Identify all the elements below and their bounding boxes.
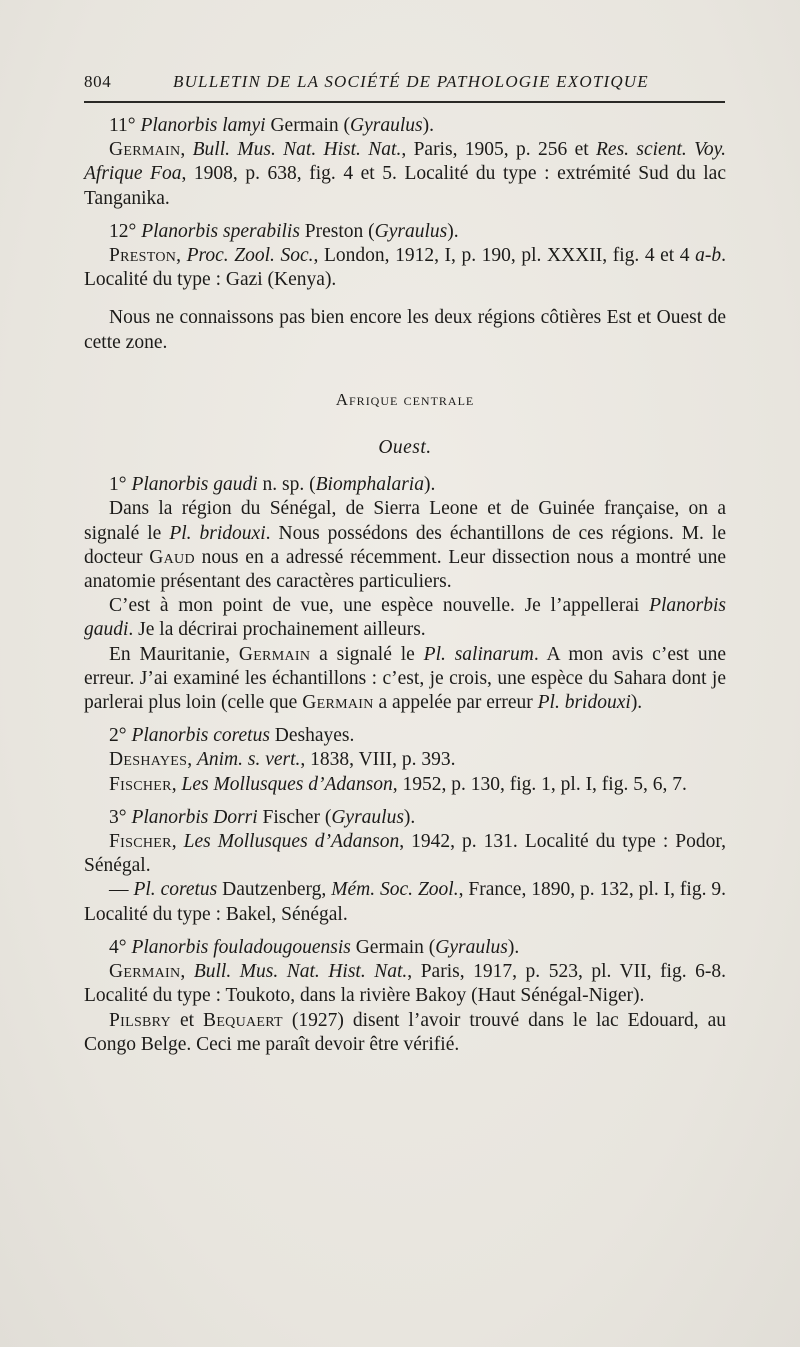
entry-number: 3° bbox=[109, 806, 127, 828]
text-run: nous en a adressé récemment. Leur dissection nous a montré une anatomie présentant des caractères particuliers. bbox=[84, 546, 726, 593]
ref-text: , Paris, 1905, p. 256 et bbox=[401, 139, 596, 161]
heading-close: ). bbox=[447, 220, 459, 242]
species-heading bbox=[84, 724, 726, 748]
entry-number: 11° bbox=[109, 115, 136, 136]
ref-text: , London, 1912, I, p. 190, pl. XXXII, fig. 4 et 4 bbox=[313, 245, 696, 267]
ref-author: Fischer bbox=[109, 831, 172, 853]
paragraph bbox=[84, 594, 726, 642]
reference: Fischer, Les Mollusques d’Adanson, 1942, p. 131. Localité du type : Podor, Sénégal. bbox=[84, 831, 726, 877]
paragraph bbox=[84, 643, 726, 716]
species-name: Planorbis sperabilis bbox=[141, 220, 300, 242]
entry-planorbis-gaudi bbox=[84, 473, 726, 715]
species-author: Deshayes. bbox=[269, 725, 355, 747]
species-heading bbox=[84, 473, 726, 497]
subgenus: Gyraulus bbox=[374, 220, 448, 242]
text-run: En Mauritanie, bbox=[109, 643, 239, 665]
heading-close: ). bbox=[507, 936, 520, 958]
reference: Preston, Proc. Zool. Soc., London, 1912, I, p. 190, pl. XXXII, fig. 4 et 4 a-b. Localité du type : Gazi (Kenya). bbox=[84, 245, 727, 291]
heading-close: ). bbox=[422, 115, 435, 136]
ref-publication: Anim. s. vert. bbox=[196, 749, 301, 771]
ref-text: , 1838, VIII, p. 393. bbox=[300, 749, 456, 771]
reference: Germain, Bull. Mus. Nat. Hist. Nat., Paris, 1905, p. 256 et Res. scient. Voy. Afrique Foa, 1908, p. 638, fig. 4 et 5. Localité du type : extrémité Sud du lac Tanganika. bbox=[84, 139, 727, 209]
ref-author: Preston bbox=[109, 245, 177, 267]
header-rule bbox=[84, 101, 725, 103]
entry-planorbis-coretus bbox=[84, 724, 726, 797]
text-run: C’est à mon point de vue, une espèce nouvelle. Je l’appellerai bbox=[109, 595, 650, 617]
text-run: (1927) disent l’avoir trouvé dans le lac Edouard, au Congo Belge. Ceci me paraît devoir être vérifié. bbox=[84, 1009, 726, 1055]
text-run: ). bbox=[630, 692, 643, 714]
page-number: 804 bbox=[84, 72, 112, 91]
entry-planorbis-fouladougouensis bbox=[84, 936, 726, 1057]
species-heading bbox=[84, 114, 726, 138]
entry-number: 2° bbox=[109, 725, 127, 747]
reference bbox=[84, 878, 726, 926]
ref-text: , 1952, p. 130, fig. 1, pl. I, fig. 5, 6, 7. bbox=[392, 773, 687, 795]
subgenus: Gyraulus bbox=[350, 115, 423, 136]
reference bbox=[84, 1009, 726, 1057]
species-ref: Pl. bridouxi bbox=[169, 522, 266, 544]
species-name: Planorbis lamyi bbox=[140, 115, 266, 136]
ref-text: , 1942, p. 131. Localité du type : Podor, Sénégal. bbox=[84, 831, 726, 877]
entry-planorbis-dorri bbox=[84, 806, 726, 927]
ref-publication: Les Mollusques d’Adanson bbox=[181, 773, 393, 795]
heading-close: ). bbox=[423, 474, 436, 496]
species-name: Planorbis gaudi bbox=[131, 474, 258, 496]
species-name: Planorbis Dorri bbox=[131, 806, 258, 828]
subgenus: Gyraulus bbox=[331, 806, 404, 828]
ref-author: Fischer bbox=[109, 773, 172, 795]
ref-figure-ab: a-b bbox=[695, 245, 722, 267]
ref-publication: Proc. Zool. Soc. bbox=[186, 245, 314, 267]
ref-text-2: , 1908, p. 638, fig. 4 et 5. Localité du type : extrémité Sud du lac Tanganika. bbox=[84, 163, 726, 209]
species-heading bbox=[84, 936, 726, 960]
entry-planorbis-sperabilis bbox=[84, 220, 726, 293]
species-name: Planorbis coretus bbox=[131, 725, 270, 747]
ref-publication: Bull. Mus. Nat. Hist. Nat. bbox=[192, 139, 402, 161]
species-ref: Pl. bridouxi bbox=[537, 692, 631, 714]
paragraph-coastal-regions: Nous ne connaissons pas bien encore les deux régions côtières Est et Ouest de cette zone. bbox=[84, 307, 726, 353]
person-name: Pilsbry bbox=[109, 1009, 171, 1031]
person-name: Bequaert bbox=[203, 1009, 283, 1031]
entry-number: 4° bbox=[109, 936, 127, 958]
person-name: Germain bbox=[238, 643, 311, 665]
text-run: . A mon avis c’est une erreur. J’ai examiné les échantillons : c’est, je crois, une espèce du Sahara dont je parlerai plus loin (celle que bbox=[84, 643, 726, 714]
ref-author: Germain bbox=[109, 961, 181, 983]
subsection-title: Ouest. bbox=[378, 437, 432, 459]
heading-close: ). bbox=[403, 806, 416, 828]
section-title: Afrique centrale bbox=[335, 389, 475, 409]
entry-planorbis-lamyi bbox=[84, 114, 726, 211]
person-name: Gaud bbox=[149, 546, 195, 568]
species-author: Germain ( bbox=[265, 115, 351, 136]
text-run: et bbox=[170, 1009, 204, 1031]
ref-publication: Les Mollusques d’Adanson bbox=[183, 831, 400, 853]
text-run: . Je la décrirai prochainement ailleurs. bbox=[128, 619, 426, 641]
journal-title: BULLETIN DE LA SOCIÉTÉ DE PATHOLOGIE EXOTIQUE bbox=[173, 72, 649, 91]
reference: Germain, Bull. Mus. Nat. Hist. Nat., Paris, 1917, p. 523, pl. VII, fig. 6-8. Localité du type : Toukoto, dans la rivière Bakoy (Haut Sénégal-Niger). bbox=[84, 961, 727, 1007]
ref-author: Deshayes bbox=[109, 749, 188, 771]
reference: Deshayes, Anim. s. vert., 1838, VIII, p. 393. bbox=[109, 749, 456, 771]
species-heading bbox=[84, 220, 726, 244]
ref-publication: Mém. Soc. Zool. bbox=[331, 879, 459, 901]
species-author: Fischer ( bbox=[257, 806, 332, 828]
text-run: . Nous possédons des échantillons de ces régions. M. le docteur bbox=[84, 522, 726, 568]
ref-author: Germain bbox=[109, 139, 181, 161]
reference: Fischer, Les Mollusques d’Adanson, 1952, p. 130, fig. 1, pl. I, fig. 5, 6, 7. bbox=[109, 773, 687, 795]
subgenus: Biomphalaria bbox=[315, 474, 424, 496]
subgenus: Gyraulus bbox=[435, 936, 508, 958]
species-heading bbox=[84, 806, 726, 830]
ref-publication-2: Res. scient. Voy. Afrique Foa bbox=[84, 139, 727, 185]
species-ref: Pl. salinarum bbox=[423, 643, 534, 665]
entry-number: 12° bbox=[109, 220, 137, 242]
main-text bbox=[84, 114, 726, 1066]
ref-text-2: . Localité du type : Gazi (Kenya). bbox=[84, 245, 727, 291]
species-ref: Planorbis gaudi bbox=[84, 595, 726, 641]
species-name: Planorbis fouladougouensis bbox=[131, 936, 351, 958]
text-run: a appelée par erreur bbox=[373, 692, 538, 714]
text-run: a signalé le bbox=[310, 643, 424, 665]
entry-number: 1° bbox=[109, 474, 127, 496]
ref-text: , France, 1890, p. 132, pl. I, fig. 9. Localité du type : Bakel, Sénégal. bbox=[84, 879, 726, 925]
paragraph bbox=[84, 497, 726, 594]
text-run: Dans la région du Sénégal, de Sierra Leone et de Guinée française, on a signalé le bbox=[84, 498, 726, 544]
species-author: Preston ( bbox=[299, 220, 375, 242]
ref-text: , Paris, 1917, p. 523, pl. VII, fig. 6-8. Localité du type : Toukoto, dans la rivière Bakoy (Haut Sénégal-Niger). bbox=[84, 961, 727, 1007]
ref-publication: Bull. Mus. Nat. Hist. Nat. bbox=[193, 961, 408, 983]
running-header bbox=[84, 72, 724, 96]
species-author: n. sp. ( bbox=[257, 474, 316, 496]
species-ref: Pl. coretus bbox=[133, 879, 218, 901]
dash: — bbox=[109, 879, 134, 901]
ref-author: Dautzenberg, bbox=[217, 879, 332, 901]
person-name: Germain bbox=[302, 692, 374, 714]
species-author: Germain ( bbox=[350, 936, 436, 958]
